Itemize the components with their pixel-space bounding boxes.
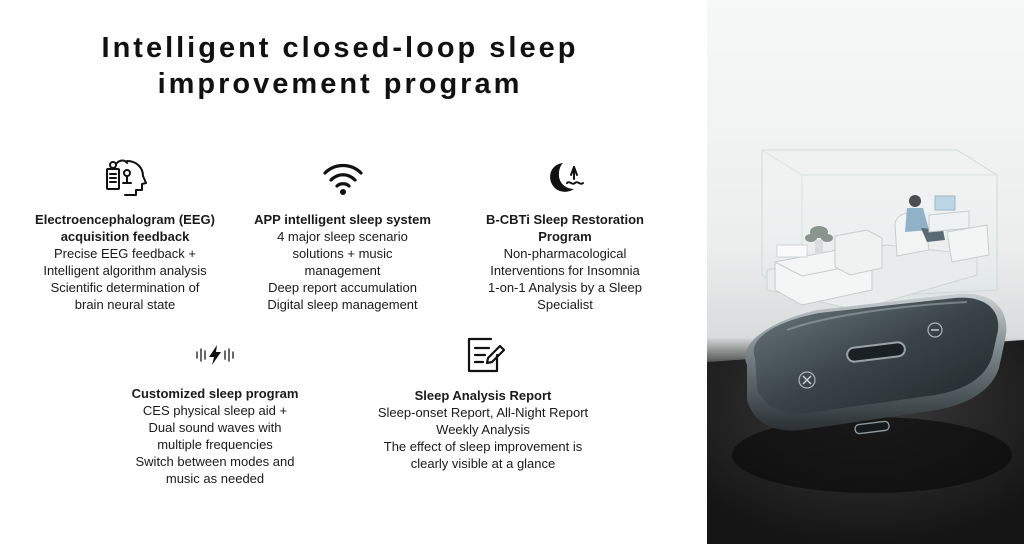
feature-cbti-title-1: B-CBTi Sleep Restoration [486, 212, 644, 227]
feature-report [358, 333, 608, 472]
feature-program-line: Dual sound waves with [148, 420, 282, 435]
feature-program-line: CES physical sleep aid + [142, 403, 288, 418]
feature-app [240, 155, 445, 313]
report-edit-icon [461, 333, 505, 377]
feature-program-line: multiple frequencies [157, 437, 273, 452]
feature-cbti [470, 155, 660, 313]
feature-program-title: Customized sleep program [131, 386, 299, 401]
moon-sleep-icon [543, 155, 587, 199]
feature-report-line: Sleep-onset Report, All-Night Report [377, 405, 589, 420]
feature-cbti-line: Interventions for Insomnia [490, 263, 640, 278]
title-line-2: improvement program [157, 68, 523, 100]
feature-cbti-line: Specialist [537, 297, 593, 312]
feature-report-line: The effect of sleep improvement is [383, 439, 583, 454]
feature-program-line: music as needed [165, 471, 265, 486]
feature-app-line: Deep report accumulation [268, 280, 417, 295]
feature-app-line: solutions + music [292, 246, 393, 261]
feature-eeg [20, 155, 230, 313]
feature-eeg-title-2: acquisition feedback [60, 229, 190, 244]
feature-cbti-title-2: Program [538, 229, 592, 244]
feature-eeg-line: brain neural state [74, 297, 176, 312]
feature-app-line: Digital sleep management [267, 297, 418, 312]
feature-eeg-line: Scientific determination of [50, 280, 200, 295]
title-line-1: Intelligent closed-loop sleep [101, 32, 579, 64]
feature-eeg-line: Precise EEG feedback + [54, 246, 196, 261]
product-photo [707, 0, 1024, 544]
feature-eeg-title-1: Electroencephalogram (EEG) [35, 212, 215, 227]
feature-eeg-line: Intelligent algorithm analysis [43, 263, 207, 278]
page-title [40, 30, 640, 102]
feature-program [105, 343, 325, 487]
feature-app-line: management [304, 263, 381, 278]
feature-cbti-line: 1-on-1 Analysis by a Sleep [488, 280, 642, 295]
feature-app-title: APP intelligent sleep system [254, 212, 431, 227]
sound-wave-bolt-icon [191, 343, 239, 367]
eeg-head-icon [103, 155, 147, 199]
feature-program-line: Switch between modes and [135, 454, 295, 469]
feature-cbti-line: Non-pharmacological [503, 246, 627, 261]
sleep-device-illustration [707, 0, 1024, 544]
feature-app-line: 4 major sleep scenario [277, 229, 408, 244]
feature-report-title: Sleep Analysis Report [414, 388, 552, 403]
wifi-icon [321, 155, 365, 199]
feature-report-line: Weekly Analysis [436, 422, 530, 437]
feature-report-line: clearly visible at a glance [410, 456, 556, 471]
